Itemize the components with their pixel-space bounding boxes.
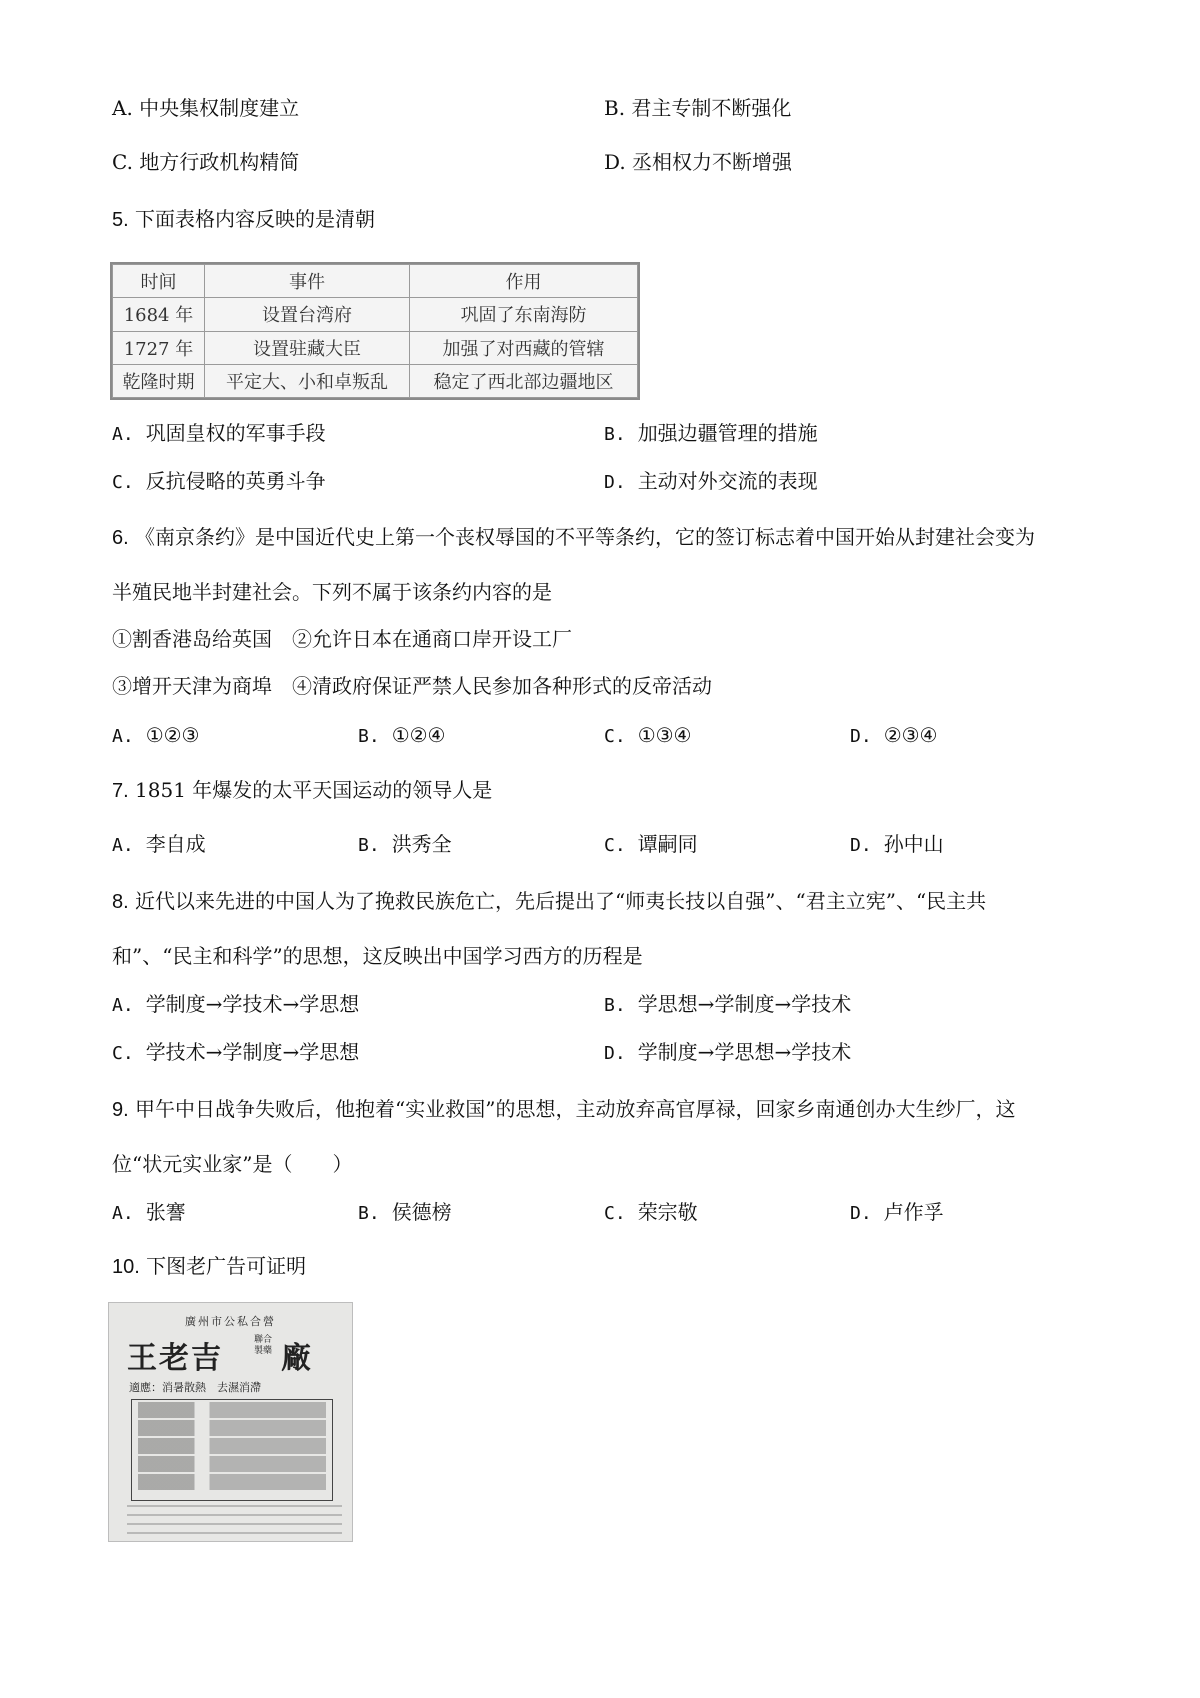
option-key: A. (112, 1203, 134, 1224)
question-text: 1851 年爆发的太平天国运动的领导人是 (135, 778, 493, 802)
q6-option-c (604, 722, 691, 750)
q5-option-a (112, 420, 326, 448)
q6-items-line1: ①割香港岛给英国 ②允许日本在通商口岸开设工厂 (112, 627, 572, 651)
question-number: 8. (112, 891, 129, 913)
option-text: 张謇 (145, 1200, 186, 1224)
wanglaoji-ad-image (108, 1302, 353, 1542)
question-number: 5. (112, 209, 129, 231)
option-key: C. (604, 1203, 626, 1224)
option-key: D. (604, 1043, 626, 1064)
option-key: C. (604, 726, 626, 747)
ad-list-row (138, 1420, 326, 1436)
question-text: 下面表格内容反映的是清朝 (135, 207, 376, 231)
q5-stem (112, 206, 375, 233)
q5-option-c (112, 468, 326, 496)
option-text: 丞相权力不断增强 (632, 150, 793, 174)
q9-option-a (112, 1199, 186, 1227)
option-text: 巩固皇权的军事手段 (145, 421, 326, 445)
ad-brand: 王老吉 (127, 1341, 223, 1376)
q5-table-image (110, 262, 640, 400)
ad-list-row (138, 1456, 326, 1472)
q8-stem-line1 (112, 888, 986, 915)
q6-items-line2: ③增开天津为商埠 ④清政府保证严禁人民参加各种形式的反帝活动 (112, 674, 712, 698)
question-text: 《南京条约》是中国近代史上第一个丧权辱国的不平等条约，它的签订标志着中国开始从封建社会变为 (135, 525, 1036, 549)
option-key: A. (112, 995, 134, 1016)
ad-factory: 廠 (281, 1341, 311, 1376)
option-key: C. (604, 835, 626, 856)
q8-option-c (112, 1039, 359, 1067)
ad-product-list (131, 1399, 333, 1501)
option-text: 洪秀全 (391, 832, 452, 856)
question-number: 6. (112, 527, 129, 549)
q5-option-b (604, 420, 818, 448)
ad-subtitle: 聯合製藥 (254, 1335, 273, 1356)
option-key: A. (112, 835, 134, 856)
table-cell: 平定大、小和卓叛乱 (204, 364, 409, 397)
option-text: 侯德榜 (391, 1200, 452, 1224)
ad-list-row (138, 1474, 326, 1490)
ad-list-row (138, 1402, 326, 1418)
q7-option-c (604, 831, 698, 859)
table-cell: 巩固了东南海防 (410, 298, 638, 331)
option-text: 中央集权制度建立 (139, 96, 300, 120)
option-key: A. (112, 424, 134, 445)
question-text: 下图老广告可证明 (146, 1254, 307, 1278)
q4-option-d (604, 149, 792, 175)
option-text: 学制度→学技术→学思想 (145, 992, 360, 1016)
q9-option-c (604, 1199, 698, 1227)
q8-option-b (604, 991, 851, 1019)
table-row (113, 331, 638, 364)
option-text: 君主专制不断强化 (631, 96, 792, 120)
option-key: B. (604, 995, 626, 1016)
table-header-row (113, 265, 638, 298)
q4-option-a (112, 95, 299, 121)
q7-option-b (358, 831, 452, 859)
q8-stem-line2: 和”、“民主和科学”的思想，这反映出中国学习西方的历程是 (112, 944, 643, 968)
option-key: C. (112, 1043, 134, 1064)
option-key: C. (112, 472, 134, 493)
question-number: 7. (112, 780, 129, 802)
q8-option-d (604, 1039, 851, 1067)
q4-option-c (112, 149, 299, 175)
q10-stem (112, 1253, 306, 1280)
option-text: 反抗侵略的英勇斗争 (145, 469, 326, 493)
option-text: ①③④ (637, 723, 692, 747)
q9-option-d (850, 1199, 944, 1227)
q7-option-d (850, 831, 944, 859)
q7-option-a (112, 831, 206, 859)
option-text: 主动对外交流的表现 (637, 469, 818, 493)
option-key: B. (358, 1203, 380, 1224)
question-number: 9. (112, 1099, 129, 1121)
option-text: ①②③ (145, 723, 200, 747)
table-cell: 1684 年 (113, 298, 205, 331)
table-header: 作用 (410, 265, 638, 298)
table-cell: 加强了对西藏的管辖 (410, 331, 638, 364)
q9-option-b (358, 1199, 452, 1227)
table-header: 事件 (204, 265, 409, 298)
option-key: B. (604, 96, 626, 120)
option-text: 李自成 (145, 832, 206, 856)
q4-option-b (604, 95, 791, 121)
q8-option-a (112, 991, 359, 1019)
option-key: A. (112, 96, 133, 120)
option-key: B. (604, 424, 626, 445)
option-key: D. (604, 150, 626, 174)
question-text: 甲午中日战争失败后，他抱着“实业救国”的思想，主动放弃高官厚禄，回家乡南通创办大生纱厂，这 (135, 1097, 1016, 1121)
option-text: 学思想→学制度→学技术 (637, 992, 852, 1016)
table-row (113, 364, 638, 397)
q6-option-a (112, 722, 199, 750)
option-text: 荣宗敬 (637, 1200, 698, 1224)
table-cell: 设置台湾府 (204, 298, 409, 331)
option-text: 加强边疆管理的措施 (637, 421, 818, 445)
option-text: ①②④ (391, 723, 446, 747)
table-cell: 稳定了西北部边疆地区 (410, 364, 638, 397)
table-row (113, 298, 638, 331)
q6-option-d (850, 722, 937, 750)
ad-effect: 適應：消暑散熱 去濕消滯 (129, 1381, 261, 1394)
q7-stem (112, 777, 492, 804)
q9-stem-line1 (112, 1096, 1016, 1123)
question-number: 10. (112, 1256, 140, 1278)
option-text: 学制度→学思想→学技术 (637, 1040, 852, 1064)
option-key: D. (850, 726, 872, 747)
option-text: 孙中山 (883, 832, 944, 856)
option-text: 谭嗣同 (637, 832, 698, 856)
option-key: C. (112, 150, 133, 174)
ad-list-row (138, 1438, 326, 1454)
q9-stem-line2: 位“状元实业家”是（ ） (112, 1152, 353, 1176)
q6-option-b (358, 722, 445, 750)
option-key: D. (850, 1203, 872, 1224)
option-key: B. (358, 726, 380, 747)
ad-footer-text (127, 1505, 342, 1535)
option-text: ②③④ (883, 723, 938, 747)
option-key: D. (604, 472, 626, 493)
table-header: 时间 (113, 265, 205, 298)
table-cell: 设置驻藏大臣 (204, 331, 409, 364)
option-text: 卢作孚 (883, 1200, 944, 1224)
table-cell: 1727 年 (113, 331, 205, 364)
q5-table (112, 264, 638, 398)
question-text: 近代以来先进的中国人为了挽救民族危亡，先后提出了“师夷长技以自强”、“君主立宪”、“民主共 (135, 889, 987, 913)
option-key: A. (112, 726, 134, 747)
q6-stem-line2: 半殖民地半封建社会。下列不属于该条约内容的是 (112, 580, 552, 604)
ad-header: 廣州市公私合營 (185, 1315, 276, 1328)
table-cell: 乾隆时期 (113, 364, 205, 397)
q6-stem-line1 (112, 524, 1035, 551)
option-text: 学技术→学制度→学思想 (145, 1040, 360, 1064)
option-text: 地方行政机构精简 (139, 150, 300, 174)
q5-option-d (604, 468, 818, 496)
option-key: B. (358, 835, 380, 856)
option-key: D. (850, 835, 872, 856)
